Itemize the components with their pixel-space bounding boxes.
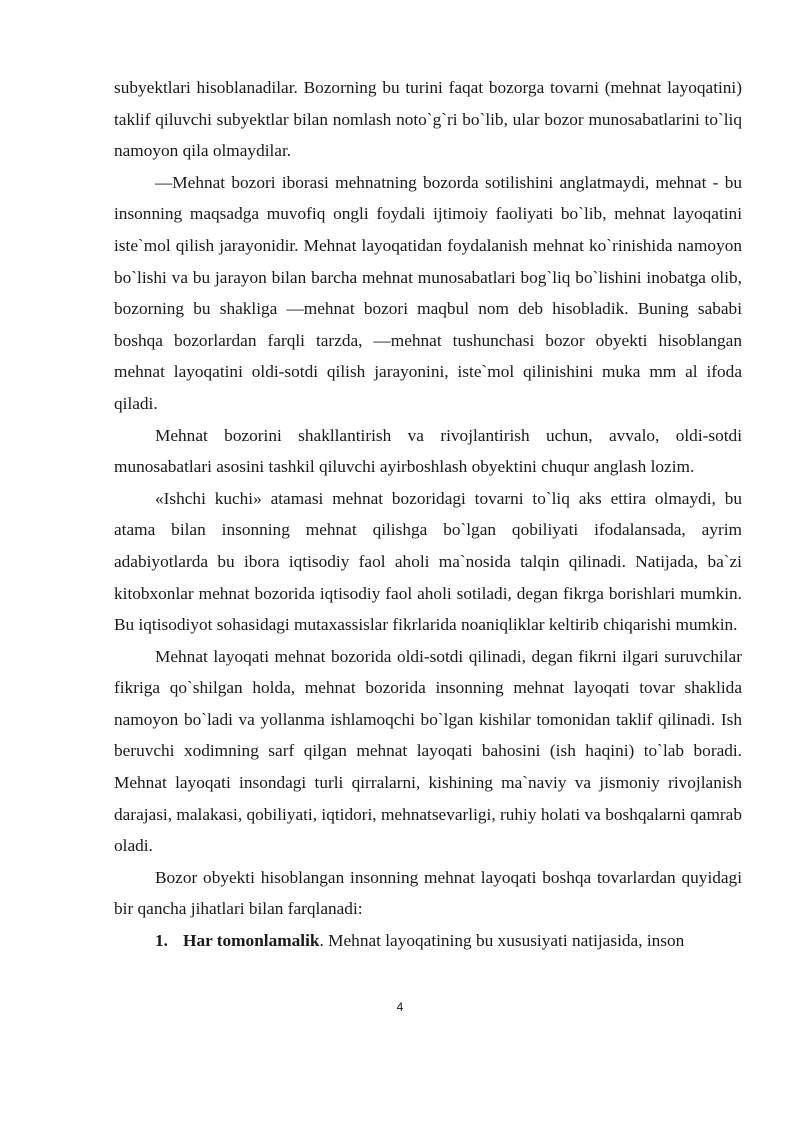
- paragraph-3: Mehnat bozorini shakllantirish va rivojlantirish uchun, avvalo, oldi-sotdi munosabatlari asosini tashkil qiluvchi ayirboshlash obyektini chuqur anglash lozim.: [114, 425, 742, 477]
- paragraph-5: Mehnat layoqati mehnat bozorida oldi-sotdi qilinadi, degan fikrni ilgari suruvchilar fikriga qo`shilgan holda, mehnat bozorida insonning mehnat layoqati tovar shaklida namoyon bo`ladi va yollanma ishlamoqchi bo`lgan kishilar tomonidan taklif qilinadi. Ish beruvchi xodimning sarf qilgan mehnat layoqati bahosini (ish haqini) to`lab boradi. Mehnat layoqati insondagi turli qirralarni, kishining ma`naviy va jismoniy rivojlanish darajasi, malakasi, qobiliyati, iqtidori, mehnatsevarligi, ruhiy holati va boshqalarni qamrab oladi.: [114, 646, 742, 856]
- list-item: [114, 925, 742, 957]
- paragraph-2: —Mehnat bozori iborasi mehnatning bozorda sotilishini anglatmaydi, mehnat - bu insonning maqsadga muvofiq ongli foydali ijtimoiy faoliyati bo`lib, mehnat layoqatini iste`mol qilish jarayonidir. Mehnat layoqatidan foydalanish mehnat ko`rinishida namoyon bo`lishi va bu jarayon bilan barcha mehnat munosabatlari bog`liq bo`lishini inobatga olib, bozorning bu shakliga —mehnat bozori maqbul nom deb hisobladik. Buning sababi boshqa bozorlardan farqli tarzda, —mehnat tushunchasi bozor obyekti hisoblangan mehnat layoqatini oldi-sotdi qilish jarayonini, iste`mol qilinishini muka mm al ifoda qiladi.: [114, 172, 742, 413]
- page-body: [114, 72, 742, 957]
- list-item-text: . Mehnat layoqatining bu xususiyati natijasida, inson: [319, 931, 685, 951]
- paragraph-1: subyektlari hisoblanadilar. Bozorning bu turini faqat bozorga tovarni (mehnat layoqatini) taklif qiluvchi subyektlar bilan nomlash noto`g`ri bo`lib, ular bozor munosabatlarini to`liq namoyon qila olmaydilar.: [114, 78, 742, 161]
- paragraph-6: Bozor obyekti hisoblangan insonning mehnat layoqati boshqa tovarlardan quyidagi bir qancha jihatlari bilan farqlanadi:: [114, 867, 742, 919]
- list-item-title: Har tomonlamalik: [183, 931, 320, 951]
- paragraph-4: «Ishchi kuchi» atamasi mehnat bozoridagi tovarni to`liq aks ettira olmaydi, bu atama bilan insonning mehnat qilishga bo`lgan qobiliyati ifodalansada, ayrim adabiyotlarda bu ibora iqtisodiy faol aholi ma`nosida talqin qilinadi. Natijada, ba`zi kitobxonlar mehnat bozorida iqtisodiy faol aholi sotiladi, degan fikrga borishlari mumkin. Bu iqtisodiyot sohasidagi mutaxassislar fikrlarida noaniqliklar keltirib chiqarishi mumkin.: [114, 488, 742, 635]
- list-item-number: 1.: [155, 931, 168, 951]
- page-number: 4: [396, 1000, 404, 1014]
